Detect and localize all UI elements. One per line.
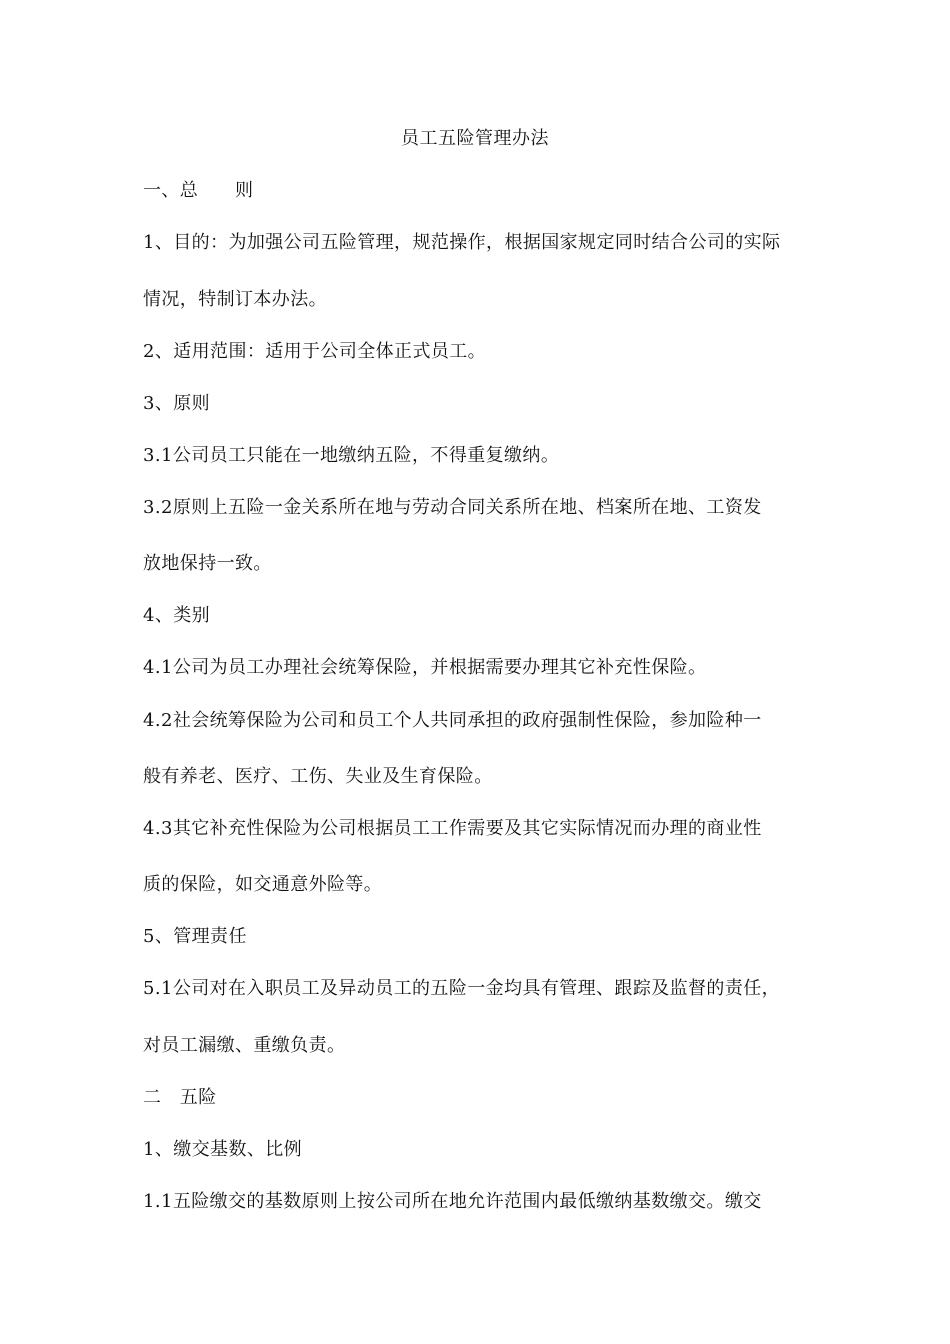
document-title: 员工五险管理办法 [401, 128, 549, 149]
paragraph-line: 4.2社会统筹保险为公司和员工个人共同承担的政府强制性保险，参加险种一 [143, 710, 762, 731]
paragraph-line: 情况，特制订本办法。 [143, 289, 327, 310]
paragraph-line: 4.1公司为员工办理社会统筹保险，并根据需要办理其它补充性保险。 [143, 657, 707, 678]
paragraph-line: 3.1公司员工只能在一地缴纳五险，不得重复缴纳。 [143, 445, 560, 466]
paragraph-line: 1、缴交基数、比例 [143, 1139, 303, 1160]
paragraph-line: 般有养老、医疗、工伤、失业及生育保险。 [143, 766, 493, 787]
paragraph-line: 5、管理责任 [143, 926, 247, 947]
paragraph-line: 4、类别 [143, 605, 211, 626]
paragraph-line: 质的保险，如交通意外险等。 [143, 874, 383, 895]
paragraph-line: 3.2原则上五险一金关系所在地与劳动合同关系所在地、档案所在地、工资发 [143, 497, 762, 518]
section-heading: 二 五险 [143, 1087, 217, 1108]
paragraph-line: 2、适用范围：适用于公司全体正式员工。 [143, 341, 487, 362]
paragraph-line: 3、原则 [143, 393, 211, 414]
paragraph-line: 放地保持一致。 [143, 553, 272, 574]
paragraph-line: 1、目的：为加强公司五险管理，规范操作，根据国家规定同时结合公司的实际 [143, 232, 781, 253]
paragraph-line: 1.1五险缴交的基数原则上按公司所在地允许范围内最低缴纳基数缴交。缴交 [143, 1191, 762, 1212]
paragraph-line: 对员工漏缴、重缴负责。 [143, 1035, 346, 1056]
section-heading: 一、总 则 [143, 180, 254, 201]
paragraph-line: 5.1公司对在入职员工及异动员工的五险一金均具有管理、跟踪及监督的责任， [143, 978, 781, 999]
paragraph-line: 4.3其它补充性保险为公司根据员工工作需要及其它实际情况而办理的商业性 [143, 818, 762, 839]
